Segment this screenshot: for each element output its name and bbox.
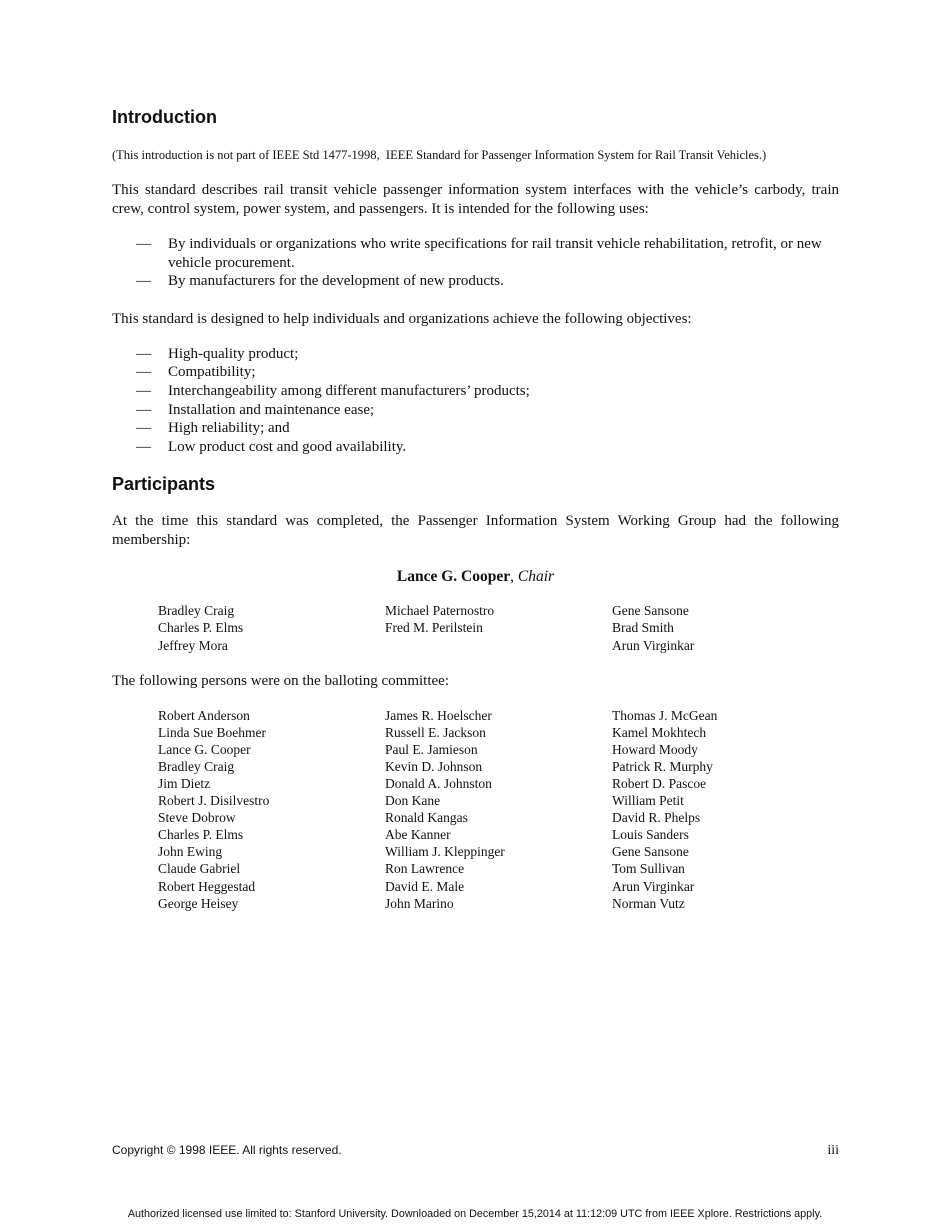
member-name: Tom Sullivan	[612, 861, 685, 877]
member-name: Bradley Craig	[158, 758, 235, 774]
list-item: — By individuals or organizations who write specifications for rail transit vehicle rehabilitation, retrofit, or new vehicle procurement.	[136, 236, 822, 271]
member-name: David R. Phelps	[612, 810, 701, 826]
member-name: Kamel Mokhtech	[612, 724, 707, 740]
member-name: Thomas J. McGean	[612, 707, 718, 723]
balloting-intro: The following persons were on the balloting committee:	[112, 672, 450, 689]
member-name: Ron Lawrence	[385, 861, 465, 877]
member-name: Jim Dietz	[158, 776, 211, 791]
member-name: William J. Kleppinger	[385, 844, 505, 860]
member-name: Donald A. Johnston	[385, 776, 492, 791]
member-name: Don Kane	[385, 793, 441, 809]
page-footer	[112, 1143, 839, 1159]
list-item: — By manufacturers for the development of new products.	[136, 273, 504, 290]
dash-mark: —	[136, 382, 151, 399]
member-name: Gene Sansone	[612, 603, 689, 619]
member-name: John Marino	[385, 895, 454, 911]
member-name: David E. Male	[385, 878, 465, 894]
introduction-heading: Introduction	[112, 107, 217, 127]
member-name: Robert J. Disilvestro	[158, 793, 270, 809]
member-name: Steve Dobrow	[158, 810, 236, 826]
balloting-column	[158, 707, 385, 912]
member-name: Russell E. Jackson	[385, 724, 486, 740]
introduction-paragraph-2: This standard is designed to help individuals and organizations achieve the following objectives:	[112, 310, 692, 327]
chair-name: Lance G. Cooper	[396, 568, 511, 586]
working-group-chair: Lance G. Cooper, Chair	[396, 568, 555, 586]
member-name: Fred M. Perilstein	[385, 620, 483, 636]
member-column	[385, 602, 612, 653]
introduction-paragraph-1: This standard describes rail transit vehicle passenger information system interfaces with the vehicle’s carbody, train crew, control system, power system, and passengers. It is intended for the following uses:	[112, 182, 839, 217]
member-name: Kevin D. Johnson	[385, 758, 483, 774]
member-name: Paul E. Jamieson	[385, 741, 478, 757]
member-name: Lance G. Cooper	[158, 741, 251, 757]
member-name: Claude Gabriel	[158, 861, 241, 877]
member-name: Robert Anderson	[158, 707, 250, 723]
member-name: Bradley Craig	[158, 603, 235, 619]
list-item: — High-quality product;	[136, 345, 299, 362]
member-name: Arun Virginkar	[612, 637, 695, 653]
member-name: Brad Smith	[612, 620, 674, 636]
member-name: Ronald Kangas	[385, 810, 468, 826]
member-column	[158, 602, 385, 653]
participants-heading: Participants	[112, 474, 216, 495]
member-name: Patrick R. Murphy	[612, 758, 713, 774]
member-name: Jeffrey Mora	[158, 637, 228, 653]
dash-mark: —	[136, 273, 151, 290]
dash-mark: —	[136, 401, 151, 418]
member-name: Robert D. Pascoe	[612, 776, 707, 791]
member-name: Robert Heggestad	[158, 878, 256, 894]
list-item: — Low product cost and good availability.	[136, 438, 407, 455]
page-number: iii	[827, 1143, 839, 1158]
member-name: Arun Virginkar	[612, 878, 695, 894]
member-name: Howard Moody	[612, 741, 698, 757]
balloting-committee	[112, 707, 839, 912]
member-name: George Heisey	[158, 895, 239, 911]
copyright-notice: Copyright © 1998 IEEE. All rights reserved.	[112, 1143, 342, 1157]
member-name: Linda Sue Boehmer	[158, 724, 266, 740]
list-item: — Interchangeability among different manufacturers’ products;	[136, 382, 530, 399]
member-name: Louis Sanders	[612, 827, 689, 843]
list-item: — Installation and maintenance ease;	[136, 401, 375, 418]
list-item: — High reliability; and	[136, 420, 290, 437]
member-name: Michael Paternostro	[385, 603, 495, 619]
dash-mark: —	[136, 236, 151, 252]
list-item: — Compatibility;	[136, 364, 256, 381]
authorization-notice: Authorized licensed use limited to: Stanford University. Downloaded on December 15,2014 at 11:12:09 UTC from IEEE Xplore. Restrictions apply.	[127, 1208, 823, 1220]
uses-list	[112, 235, 839, 291]
objectives-list	[112, 345, 839, 457]
chair-title: Chair	[517, 568, 555, 586]
member-name: William Petit	[612, 793, 684, 809]
member-name: Charles P. Elms	[158, 827, 244, 843]
participants-intro: At the time this standard was completed, the Passenger Information System Working Group had the following membership:	[112, 513, 839, 549]
dash-mark: —	[136, 364, 151, 381]
member-name: Charles P. Elms	[158, 620, 244, 636]
introduction-note: (This introduction is not part of IEEE Std 1477-1998, IEEE Standard for Passenger Information System for Rail Transit Vehicles.)	[112, 148, 767, 162]
dash-mark: —	[136, 420, 151, 437]
working-group-members	[112, 602, 839, 653]
document-page	[112, 105, 839, 912]
member-name: John Ewing	[158, 844, 223, 860]
dash-mark: —	[136, 438, 151, 455]
balloting-column	[612, 707, 839, 912]
member-name: Abe Kanner	[385, 827, 451, 843]
balloting-column	[385, 707, 612, 912]
member-name: Gene Sansone	[612, 844, 689, 860]
dash-mark: —	[136, 345, 151, 362]
member-name: Norman Vutz	[612, 895, 685, 911]
member-name: James R. Hoelscher	[385, 707, 492, 723]
member-column	[612, 602, 839, 653]
